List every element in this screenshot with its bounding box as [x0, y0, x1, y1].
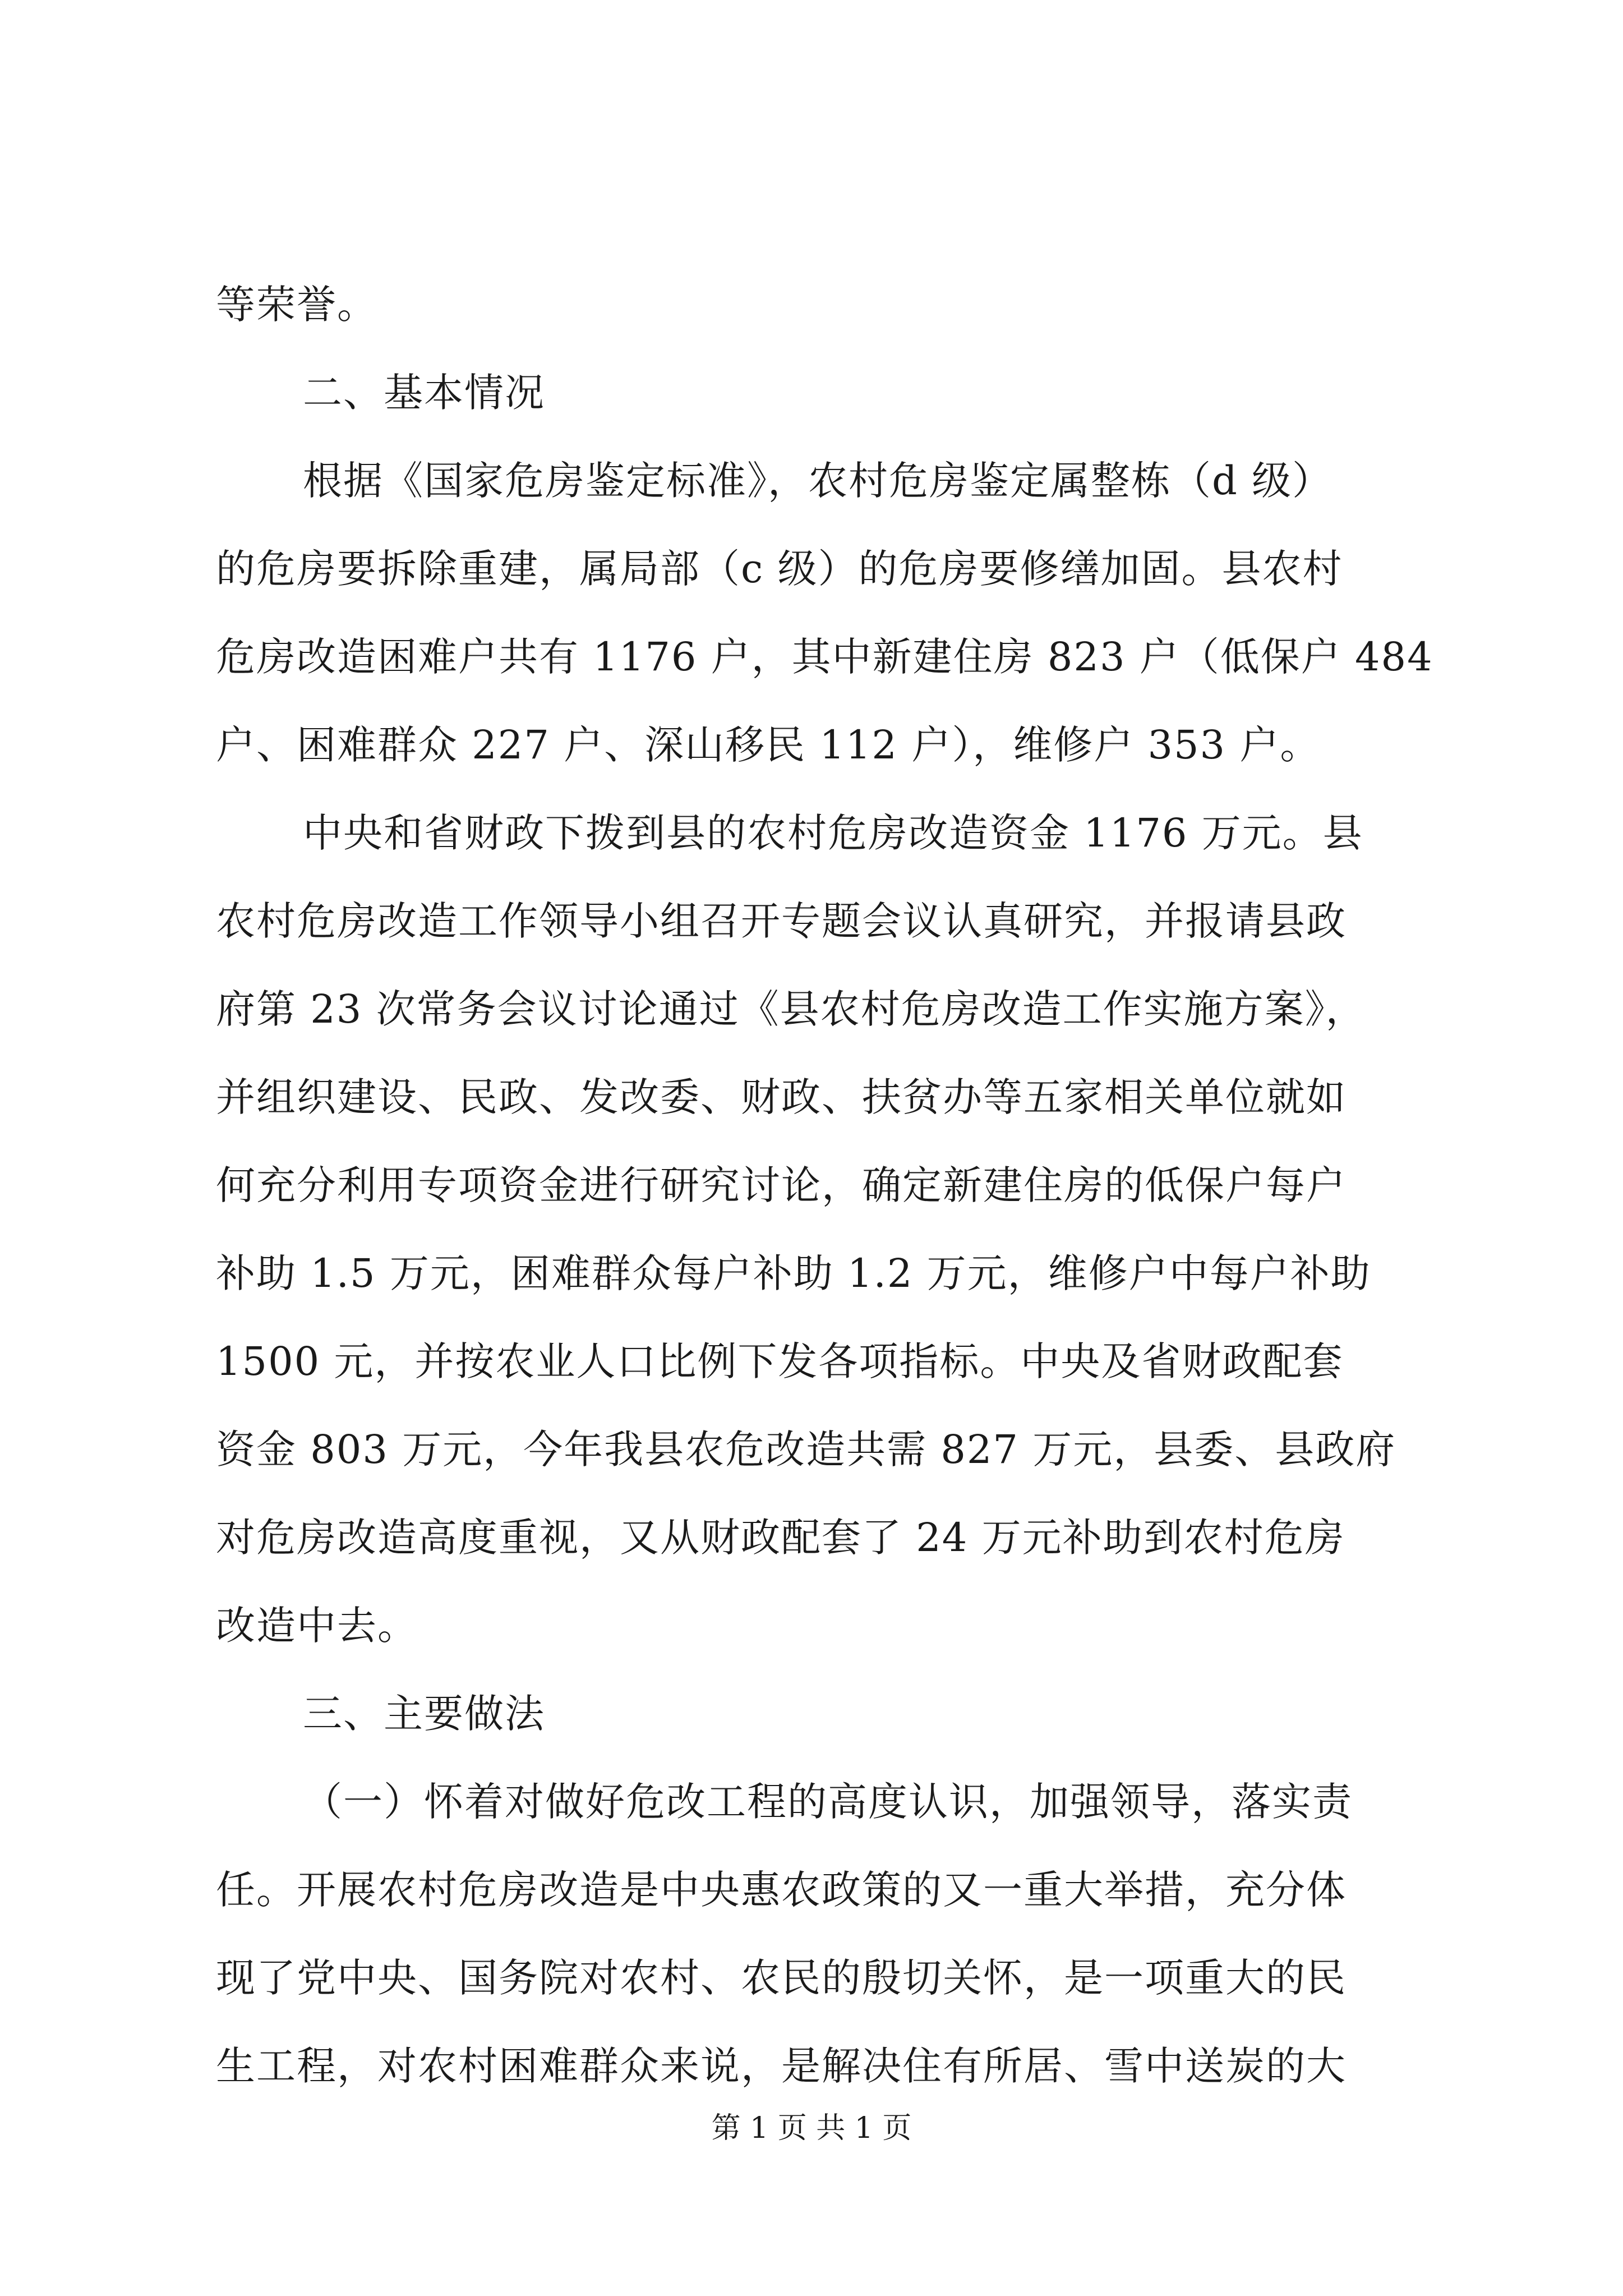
paragraph-line: 户、困难群众 227 户、深山移民 112 户），维修户 353 户。 — [216, 722, 1321, 768]
paragraph-line: （一）怀着对做好危改工程的高度认识，加强领导，落实责 — [303, 1779, 1353, 1825]
paragraph-line: 生工程，对农村困难群众来说，是解决住有所居、雪中送炭的大 — [216, 2043, 1347, 2089]
paragraph-line: 何充分利用专项资金进行研究讨论，确定新建住房的低保户每户 — [216, 1162, 1347, 1208]
paragraph-line: 的危房要拆除重建，属局部（c 级）的危房要修缮加固。县农村 — [216, 546, 1343, 592]
paragraph-line: 府第 23 次常务会议讨论通过《县农村危房改造工作实施方案》， — [216, 986, 1366, 1032]
paragraph-line: 任。开展农村危房改造是中央惠农政策的又一重大举措，充分体 — [216, 1867, 1347, 1913]
section-heading: 三、主要做法 — [303, 1691, 545, 1737]
paragraph-line: 农村危房改造工作领导小组召开专题会议认真研究，并报请县政 — [216, 898, 1347, 944]
paragraph-line: 并组织建设、民政、发改委、财政、扶贫办等五家相关单位就如 — [216, 1074, 1347, 1120]
paragraph-line: 1500 元，并按农业人口比例下发各项指标。中央及省财政配套 — [216, 1338, 1344, 1384]
paragraph-line: 改造中去。 — [216, 1603, 418, 1649]
page-number-footer: 第 1 页 共 1 页 — [711, 2111, 912, 2145]
paragraph-line: 资金 803 万元，今年我县农危改造共需 827 万元，县委、县政府 — [216, 1427, 1396, 1473]
paragraph-line: 根据《国家危房鉴定标准》，农村危房鉴定属整栋（d 级） — [303, 458, 1333, 504]
section-heading: 二、基本情况 — [303, 370, 545, 416]
paragraph-line: 中央和省财政下拨到县的农村危房改造资金 1176 万元。县 — [303, 810, 1363, 856]
paragraph-line: 补助 1.5 万元，困难群众每户补助 1.2 万元，维修户中每户补助 — [216, 1250, 1371, 1296]
paragraph-line: 等荣誉。 — [216, 282, 377, 328]
paragraph-line: 危房改造困难户共有 1176 户，其中新建住房 823 户（低保户 484 — [216, 634, 1433, 680]
paragraph-line: 现了党中央、国务院对农村、农民的殷切关怀，是一项重大的民 — [216, 1955, 1347, 2001]
paragraph-line: 对危房改造高度重视，又从财政配套了 24 万元补助到农村危房 — [216, 1515, 1345, 1561]
